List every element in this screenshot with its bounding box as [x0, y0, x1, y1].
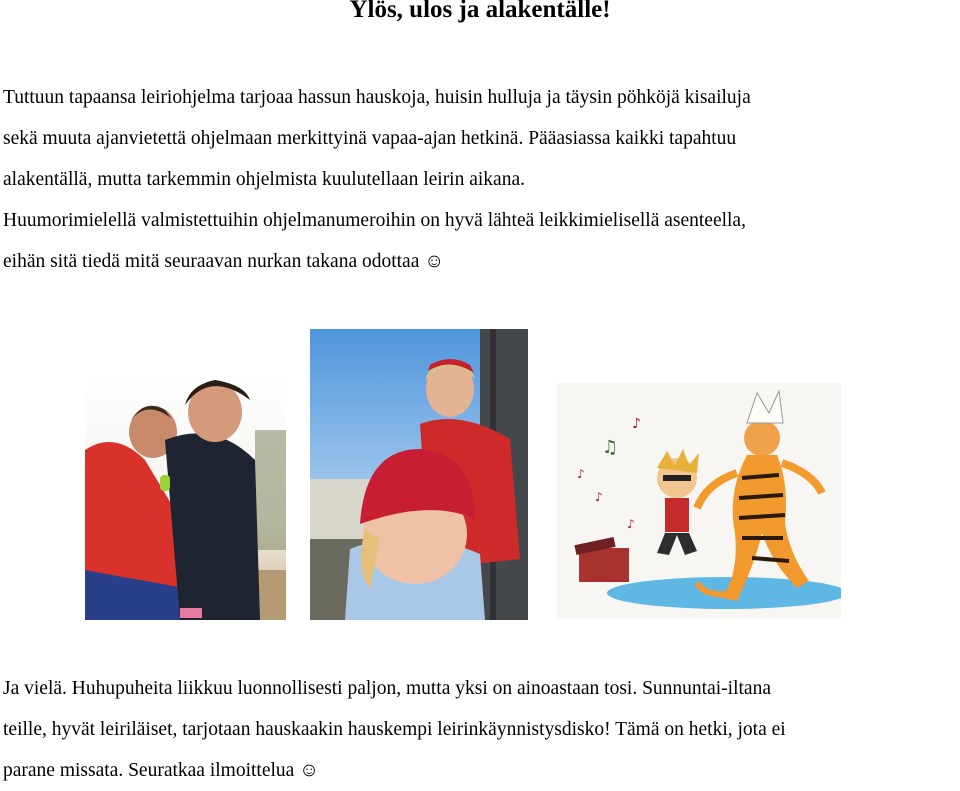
intro-line: eihän sitä tiedä mitä seuraavan nurkan takana odottaa ☺	[3, 251, 445, 272]
closing-line: teille, hyvät leiriläiset, tarjotaan hauskaakin hauskempi leirinkäynnistysdisko! Tämä on hetki, jota ei	[3, 719, 786, 740]
intro-line: Tuttuun tapaansa leiriohjelma tarjoaa hassun hauskoja, huisin hulluja ja täysin pöhköjä kisailuja	[3, 87, 751, 108]
intro-line: sekä muuta ajanvietettä ohjelmaan merkittyinä vapaa-ajan hetkinä. Pääasiassa kaikki tapahtuu	[3, 128, 737, 149]
intro-line: alakentällä, mutta tarkemmin ohjelmista kuulutellaan leirin aikana.	[3, 169, 525, 190]
svg-text:♫: ♫	[602, 437, 619, 458]
page-title: Ylös, ulos ja alakentälle!	[349, 0, 611, 23]
photo-two-campers	[85, 370, 286, 620]
intro-line: Huumorimielellä valmistettuihin ohjelmanumeroihin on hyvä lähteä leikkimielisellä asenteella,	[3, 210, 746, 231]
closing-paragraph	[3, 668, 958, 791]
svg-text:♪: ♪	[627, 517, 635, 531]
intro-paragraph	[3, 77, 958, 282]
svg-text:♪: ♪	[632, 416, 641, 432]
closing-line: parane missata. Seuratkaa ilmoittelua ☺	[3, 760, 320, 781]
cartoon-dancing-tiger	[557, 383, 841, 619]
closing-line: Ja vielä. Huhupuheita liikkuu luonnollisesti paljon, mutta yksi on ainoastaan tosi. Sunnuntai-iltana	[3, 678, 771, 699]
svg-text:♪: ♪	[577, 467, 585, 481]
svg-text:♪: ♪	[595, 490, 603, 504]
photo-girl-red-bandana	[310, 329, 528, 620]
